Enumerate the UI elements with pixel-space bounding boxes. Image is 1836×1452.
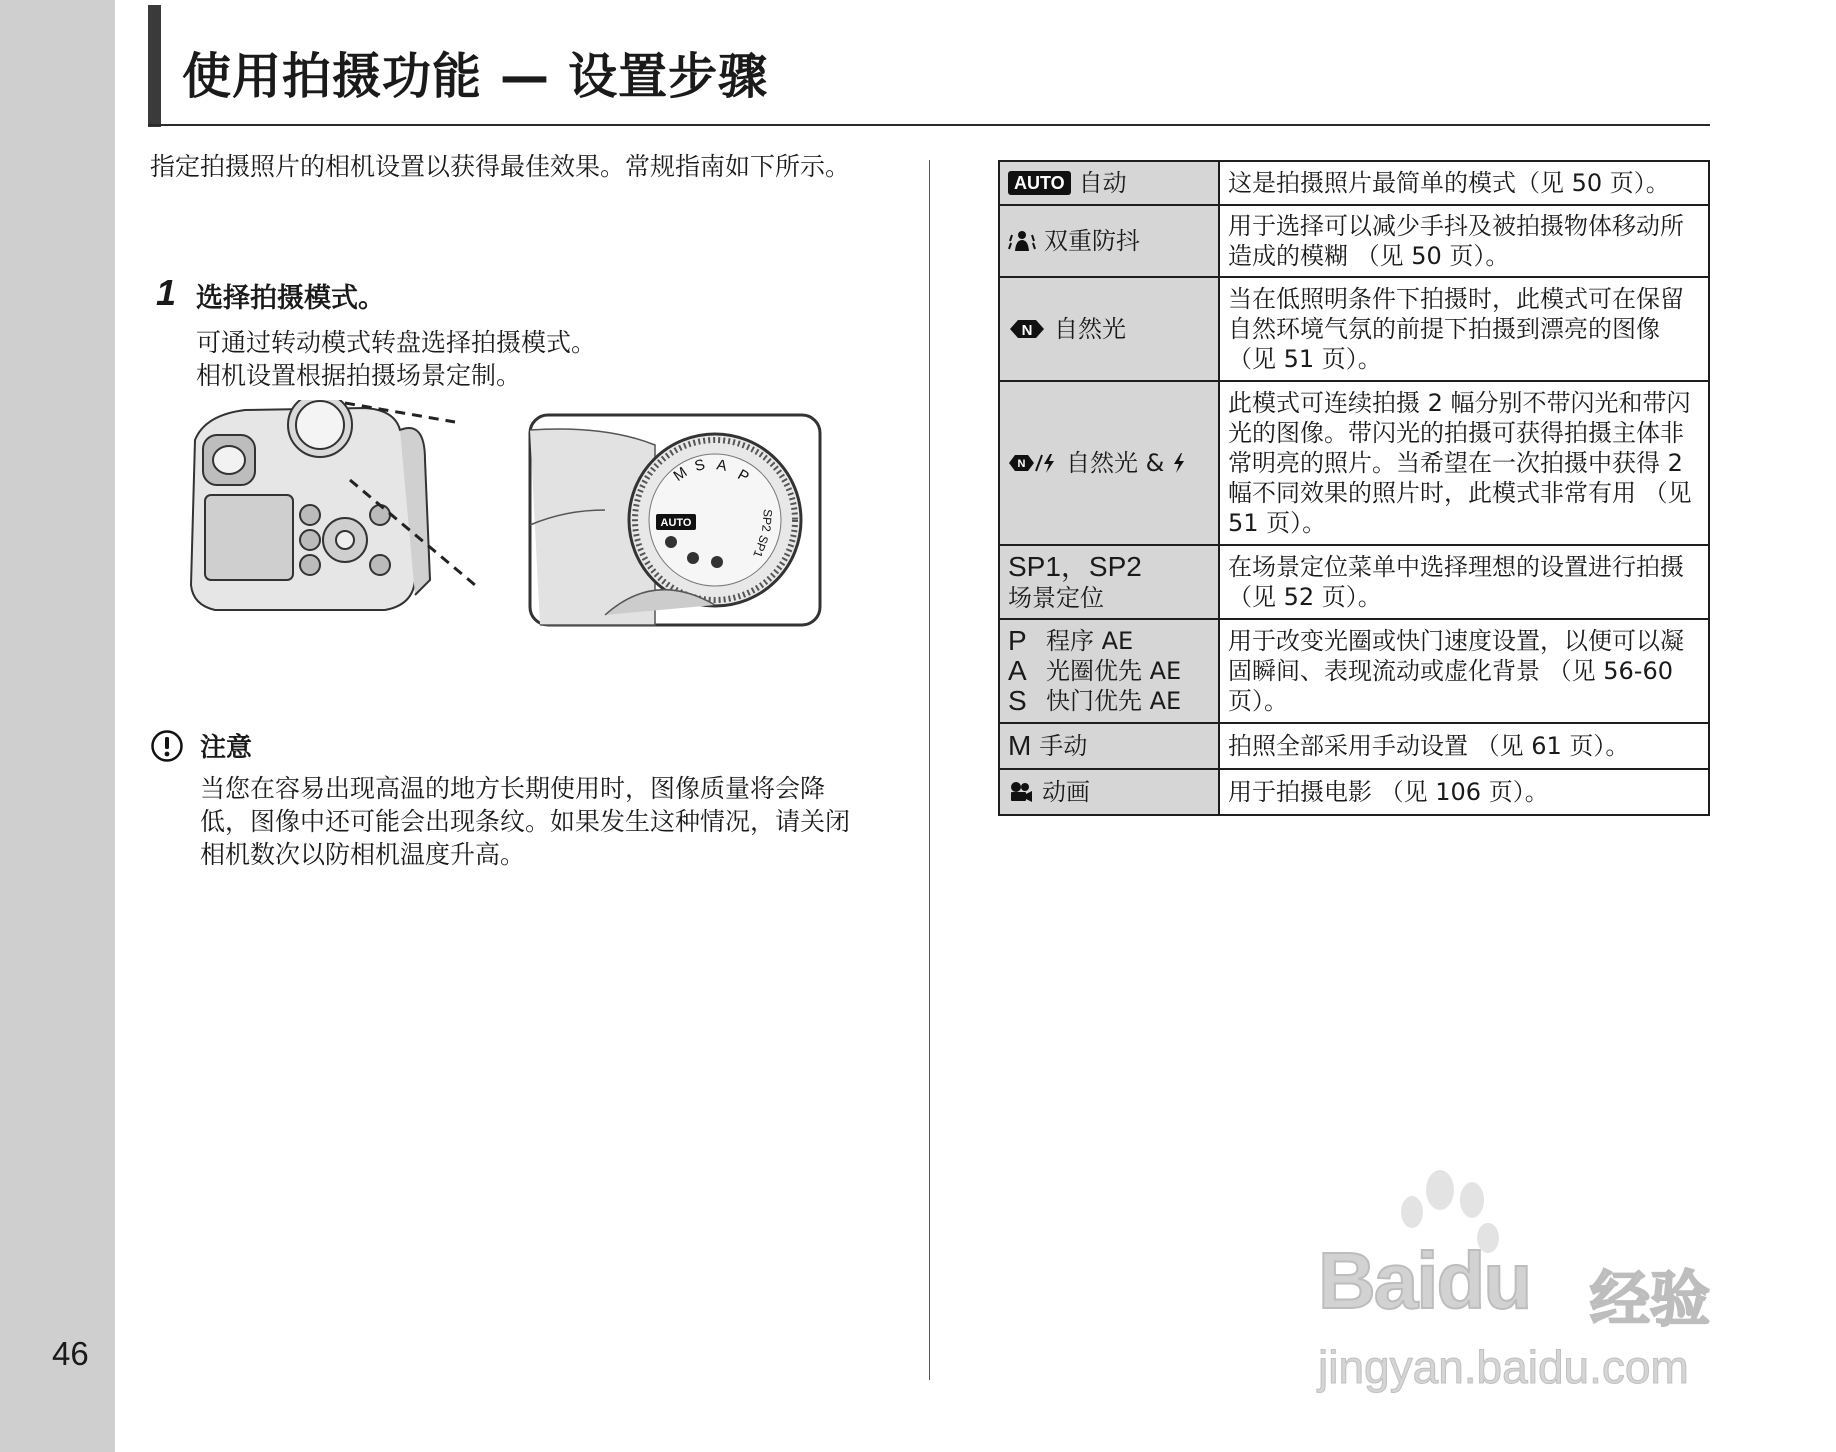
dial-label-sp1: SP1 bbox=[750, 533, 772, 560]
mode-name: 双重防抖 bbox=[1044, 227, 1140, 255]
watermark-cn: 经验 bbox=[1590, 1265, 1710, 1335]
page-number: 46 bbox=[52, 1335, 89, 1372]
mode-cell bbox=[999, 723, 1219, 769]
note-body: 当您在容易出现高温的地方长期使用时，图像质量将会降低，图像中还可能会出现条纹。如果发生这种情况，请关闭相机数次以防相机温度升高。 bbox=[200, 774, 851, 869]
caution-icon bbox=[150, 729, 184, 763]
dual-is-icon bbox=[1008, 229, 1036, 253]
mode-name: 自动 bbox=[1078, 169, 1127, 197]
step-number: 1 bbox=[156, 272, 177, 313]
mode-description: 当在低照明条件下拍摄时，此模式可在保留自然环境气氛的前提下拍摄到漂亮的图像 （见 51 页）。 bbox=[1219, 277, 1709, 381]
title-underline bbox=[148, 124, 1710, 126]
mode-name: 光圈优先 AE bbox=[1046, 657, 1182, 685]
dial-label-auto: AUTO bbox=[660, 517, 692, 529]
movie-icon bbox=[1008, 781, 1034, 803]
camera-body-drawing bbox=[191, 400, 430, 610]
mode-cell bbox=[999, 161, 1219, 205]
dial-label-a: A bbox=[715, 456, 729, 475]
table-row bbox=[999, 381, 1709, 545]
step-title: 选择拍摄模式。 bbox=[196, 283, 385, 314]
mode-name: 动画 bbox=[1042, 778, 1090, 806]
mode-name: 自然光 bbox=[1054, 315, 1126, 343]
page-title: 使用拍摄功能 — 设置步骤 bbox=[182, 48, 769, 105]
step-body bbox=[196, 326, 876, 392]
mode-description: 用于拍摄电影 （见 106 页）。 bbox=[1219, 769, 1709, 815]
mode-letter: A bbox=[1008, 655, 1027, 686]
table-row bbox=[999, 161, 1709, 205]
mode-cell bbox=[999, 619, 1219, 723]
mode-description: 用于选择可以减少手抖及被拍摄物体移动所造成的模糊 （见 50 页）。 bbox=[1219, 205, 1709, 277]
mode-letter: P bbox=[1008, 625, 1027, 656]
mode-letter: S bbox=[1008, 685, 1027, 716]
dial-label-p: P bbox=[734, 466, 752, 486]
dial-label-m: M bbox=[670, 463, 691, 485]
dial-label-s: S bbox=[692, 456, 707, 476]
watermark-brand: Baidu bbox=[1318, 1236, 1531, 1325]
mode-cell bbox=[999, 381, 1219, 545]
step-line: 相机设置根据拍摄场景定制。 bbox=[196, 361, 522, 390]
natural-flash-icon bbox=[1008, 452, 1058, 474]
mode-letter: M bbox=[1008, 730, 1032, 761]
watermark-url: jingyan.baidu.com bbox=[1318, 1341, 1689, 1393]
column-divider bbox=[929, 160, 930, 1380]
mode-description: 用于改变光圈或快门速度设置，以便可以凝固瞬间、表现流动或虚化背景 （见 56-60 页）。 bbox=[1219, 619, 1709, 723]
intro-paragraph: 指定拍摄照片的相机设置以获得最佳效果。常规指南如下所示。 bbox=[150, 152, 851, 181]
mode-description: 在场景定位菜单中选择理想的设置进行拍摄 （见 52 页）。 bbox=[1219, 545, 1709, 619]
mode-name: 手动 bbox=[1039, 732, 1088, 760]
table-row bbox=[999, 545, 1709, 619]
shooting-mode-table bbox=[998, 160, 1710, 816]
svg-text:N: N bbox=[1021, 322, 1033, 339]
table-row bbox=[999, 769, 1709, 815]
mode-name: 场景定位 bbox=[1008, 584, 1104, 612]
mode-description: 此模式可连续拍摄 2 幅分别不带闪光和带闪光的图像。带闪光的拍摄可获得拍摄主体非常明亮的照片。当希望在一次拍摄中获得 2 幅不同效果的照片时，此模式非常有用 （见 51 页）。 bbox=[1219, 381, 1709, 545]
mode-cell bbox=[999, 277, 1219, 381]
title-accent-bar bbox=[148, 5, 161, 127]
mode-description: 拍照全部采用手动设置 （见 61 页）。 bbox=[1219, 723, 1709, 769]
natural-light-icon bbox=[1008, 317, 1046, 341]
flash-icon bbox=[1172, 452, 1186, 474]
table-row bbox=[999, 619, 1709, 723]
mode-cell bbox=[999, 769, 1219, 815]
scene-position-code: SP1，SP2 bbox=[1008, 551, 1142, 582]
step-line: 可通过转动模式转盘选择拍摄模式。 bbox=[196, 328, 597, 357]
mode-description: 这是拍摄照片最简单的模式（见 50 页）。 bbox=[1219, 161, 1709, 205]
left-margin-band bbox=[0, 0, 115, 1452]
svg-text:N: N bbox=[1017, 458, 1026, 470]
mode-cell bbox=[999, 545, 1219, 619]
table-row bbox=[999, 277, 1709, 381]
note-title: 注意 bbox=[200, 733, 253, 763]
table-row bbox=[999, 205, 1709, 277]
mode-cell bbox=[999, 205, 1219, 277]
mode-name: 程序 AE bbox=[1046, 627, 1134, 655]
mode-name: 自然光 & bbox=[1066, 449, 1165, 477]
table-row bbox=[999, 723, 1709, 769]
dial-label-sp2: SP2 bbox=[759, 508, 775, 533]
camera-mode-dial-illustration bbox=[185, 400, 825, 650]
mode-name: 快门优先 AE bbox=[1046, 687, 1182, 715]
auto-mode-badge: AUTO bbox=[1008, 171, 1071, 195]
